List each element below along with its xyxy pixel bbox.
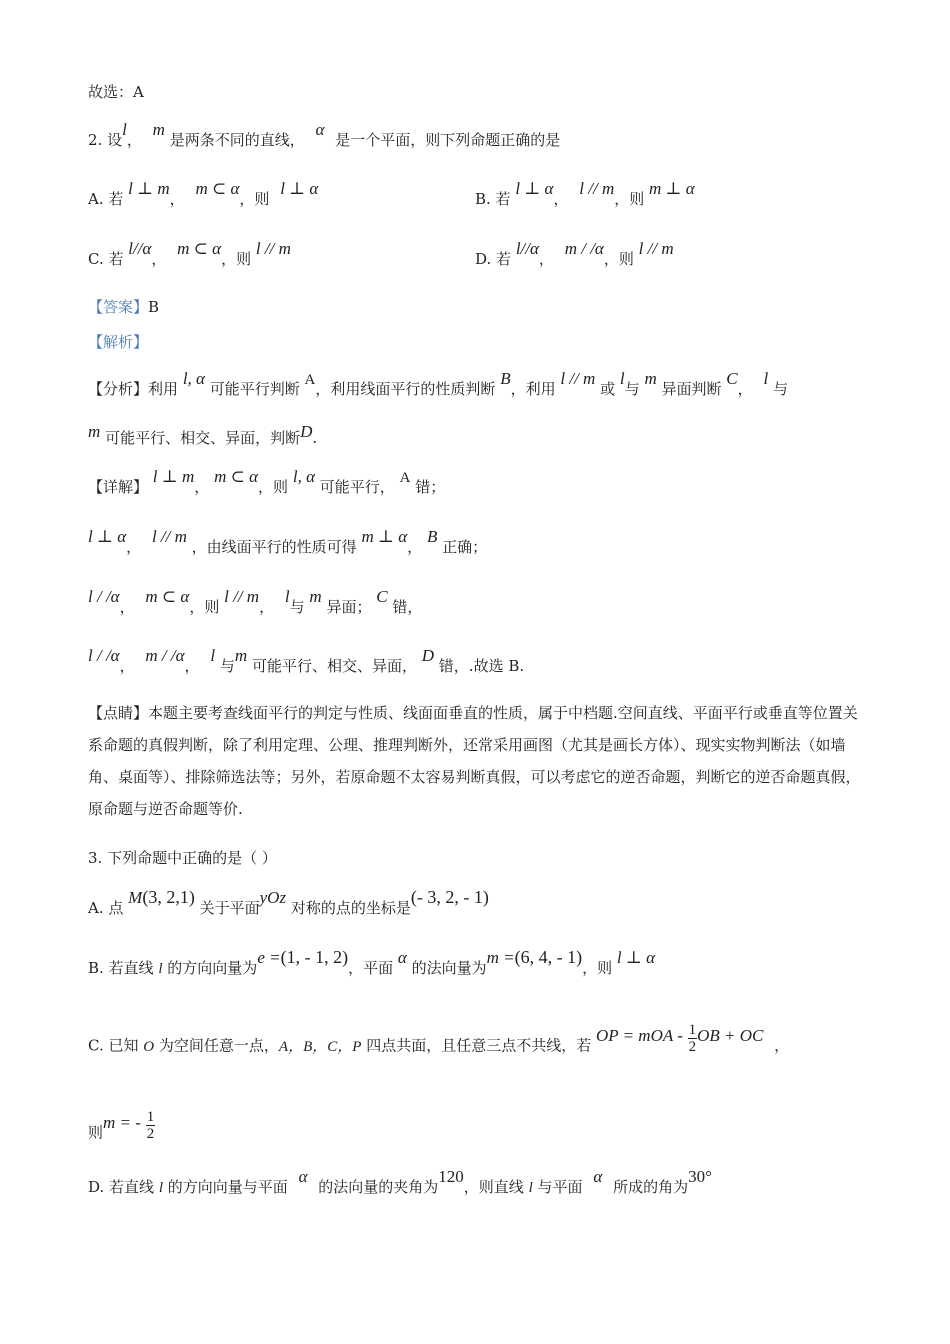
q3-option-c-line-2 bbox=[88, 1109, 155, 1150]
text: 错，.故选 B. bbox=[438, 657, 525, 675]
comma: ， bbox=[119, 657, 135, 675]
math-expr: l, α bbox=[182, 369, 205, 388]
text: 关于平面 bbox=[199, 899, 260, 917]
text: 与平面 bbox=[537, 1178, 583, 1196]
math-vector-value: (1, - 1, 2) bbox=[280, 947, 349, 967]
xiangjie-line-1 bbox=[88, 467, 446, 498]
math-m: m bbox=[152, 120, 165, 139]
answer-tag: 【答案】 bbox=[88, 298, 149, 316]
option-label: C. 已知 bbox=[88, 1036, 139, 1055]
text: 对称的点的坐标是 bbox=[290, 899, 411, 917]
q2-option-c bbox=[88, 239, 291, 269]
text: ， bbox=[774, 1036, 790, 1055]
math-expr: l//α bbox=[128, 239, 152, 258]
text: 为空间任意一点， bbox=[158, 1036, 279, 1055]
math-expr: m ⊥ α bbox=[649, 179, 695, 198]
q2-option-b bbox=[475, 179, 695, 209]
text: 异面判断 bbox=[661, 380, 722, 398]
math-point: (3, 2,1) bbox=[142, 887, 195, 907]
dianjing-text: 本题主要考查线面平行的判定与性质、线面面垂直的性质，属于中档题.空间直线、平面平行或垂直等位置关系命题的真假判断，除了利用定理、公理、推理判断外，还常采用画图（尤其是画长方体）、现实实物判断法（如墙角、桌面等）、排除筛选法等；另外，若原命题不太容易判断真假，可以考虑它的逆否命题，判断它的逆否命题真假，原命题与逆否命题等价. bbox=[88, 704, 861, 818]
math-label: A bbox=[399, 470, 411, 486]
math-plane: yOz bbox=[259, 888, 287, 907]
q3-stem-text: 3. 下列命题中正确的是（ ） bbox=[88, 849, 277, 867]
text: 可能平行判断 bbox=[209, 380, 300, 398]
math-vector-eq: OP = mOA - bbox=[595, 1025, 683, 1045]
math-m: m bbox=[309, 587, 322, 606]
q3-option-a bbox=[88, 887, 489, 918]
comma: ， bbox=[119, 598, 135, 616]
text: 与 bbox=[624, 380, 640, 398]
xiangjie-line-3 bbox=[88, 587, 423, 617]
math-l: l bbox=[158, 961, 163, 977]
option-label: B. 若直线 bbox=[88, 959, 154, 977]
math-expr: l ⊥ α bbox=[88, 527, 127, 546]
fenxi-line-1 bbox=[88, 369, 788, 400]
dianjing-paragraph bbox=[88, 697, 863, 825]
math-expr: l ⊥ m bbox=[152, 467, 195, 486]
math-expr: l ⊥ α bbox=[280, 179, 319, 198]
math-m: m bbox=[234, 646, 248, 665]
text: ， bbox=[737, 380, 753, 398]
xiangjie-tag: 【详解】 bbox=[88, 478, 149, 496]
text: 的方向向量为 bbox=[167, 959, 258, 977]
q2-stem bbox=[88, 120, 561, 150]
math-l: l bbox=[284, 587, 290, 606]
text: 与 bbox=[219, 657, 235, 675]
text: 的法向量的夹角为 bbox=[318, 1178, 439, 1196]
text: 则 bbox=[88, 1123, 104, 1142]
math-expr: l / /α bbox=[88, 646, 120, 665]
text: 的方向向量与平面 bbox=[167, 1178, 288, 1196]
text: 利用 bbox=[148, 380, 179, 398]
text: ，平面 bbox=[348, 959, 394, 977]
text: ，则 bbox=[189, 598, 220, 616]
text: 或 bbox=[600, 380, 616, 398]
math-l: l bbox=[619, 369, 625, 388]
then-text: ，则 bbox=[603, 250, 634, 268]
math-expr: m / /α bbox=[564, 239, 604, 258]
text: 所成的角为 bbox=[613, 1178, 689, 1196]
text: ，则 bbox=[582, 959, 613, 977]
fraction-half bbox=[688, 1022, 698, 1055]
text: ，利用线面平行的性质判断 bbox=[315, 380, 496, 398]
option-label: B. 若 bbox=[475, 190, 511, 208]
answer-value: B bbox=[148, 298, 160, 316]
text: 错； bbox=[415, 478, 446, 496]
math-alpha: α bbox=[397, 948, 407, 967]
text: 与 bbox=[772, 380, 788, 398]
math-expr: m ⊥ α bbox=[361, 527, 408, 546]
math-expr: l / /α bbox=[88, 587, 120, 606]
option-label: A. 若 bbox=[88, 190, 124, 208]
text: 正确； bbox=[442, 538, 488, 556]
prev-answer-text: 故选：A bbox=[88, 83, 144, 101]
math-vector-eq: OB + OC bbox=[697, 1025, 764, 1045]
analysis-heading bbox=[88, 332, 148, 352]
math-expr: l // m bbox=[638, 239, 674, 258]
math-l: l bbox=[763, 369, 769, 388]
comma: ， bbox=[259, 598, 275, 616]
math-alpha: α bbox=[593, 1167, 603, 1186]
math-alpha: α bbox=[315, 120, 325, 139]
text: ，利用 bbox=[510, 380, 556, 398]
math-label: C bbox=[376, 587, 388, 606]
xiangjie-line-4 bbox=[88, 646, 525, 676]
math-points: A，B，C，P bbox=[278, 1038, 362, 1055]
text: 可能平行， bbox=[319, 478, 395, 496]
math-vector-value: (6, 4, - 1) bbox=[514, 947, 583, 967]
math-expr: m = - bbox=[103, 1112, 141, 1132]
math-expr: l // m bbox=[560, 369, 596, 388]
text: . bbox=[312, 429, 318, 447]
comma: ， bbox=[169, 190, 185, 208]
math-l: l bbox=[158, 1180, 163, 1196]
q2-option-d bbox=[475, 239, 674, 269]
comma: ， bbox=[538, 250, 554, 268]
math-vector-e: e = bbox=[257, 948, 281, 967]
prev-answer-line bbox=[88, 82, 144, 102]
fenxi-tag: 【分析】 bbox=[88, 380, 149, 398]
comma: ， bbox=[126, 538, 142, 556]
comma: ， bbox=[553, 190, 569, 208]
math-expr: m / /α bbox=[145, 646, 185, 665]
math-expr: l ⊥ α bbox=[515, 179, 554, 198]
option-label: A. 点 bbox=[88, 899, 124, 917]
then-text: ，则 bbox=[239, 190, 270, 208]
fraction-denominator: 2 bbox=[146, 1126, 155, 1142]
q2-text-2: 是一个平面，则下列命题正确的是 bbox=[335, 131, 561, 149]
text: 的法向量为 bbox=[411, 959, 487, 977]
q3-option-b bbox=[88, 947, 656, 979]
math-vector-m: m = bbox=[486, 948, 515, 967]
math-angle: 30° bbox=[688, 1167, 712, 1186]
math-alpha: α bbox=[298, 1167, 308, 1186]
math-expr: m ⊂ α bbox=[177, 239, 222, 258]
then-text: ，则 bbox=[614, 190, 645, 208]
q3-option-c bbox=[88, 1022, 790, 1063]
then-text: ，则 bbox=[221, 250, 252, 268]
q2-option-a bbox=[88, 179, 319, 209]
text: ，则直线 bbox=[463, 1178, 524, 1196]
q2-text-1: 是两条不同的直线， bbox=[169, 131, 305, 149]
math-point: (- 3, 2, - 1) bbox=[410, 887, 489, 907]
math-expr: l, α bbox=[292, 467, 315, 486]
math-l: l bbox=[210, 646, 216, 665]
analysis-tag: 【解析】 bbox=[88, 333, 149, 351]
text: ，由线面平行的性质可得 bbox=[191, 538, 357, 556]
math-expr: l // m bbox=[151, 527, 187, 546]
comma: ， bbox=[407, 538, 423, 556]
math-expr: l ⊥ α bbox=[616, 948, 656, 967]
text: 与 bbox=[289, 598, 305, 616]
option-label: D. 若直线 bbox=[88, 1178, 155, 1196]
q3-option-d bbox=[88, 1167, 712, 1198]
text: 异面； bbox=[326, 598, 372, 616]
math-expr: l // m bbox=[579, 179, 615, 198]
math-m: m bbox=[88, 422, 101, 441]
comma: ， bbox=[151, 250, 167, 268]
fraction-numerator: 1 bbox=[146, 1109, 155, 1125]
math-l: l bbox=[122, 120, 127, 139]
text: 可能平行、相交、异面，判断 bbox=[105, 429, 301, 447]
text: 错， bbox=[392, 598, 423, 616]
math-label: D bbox=[421, 646, 435, 665]
math-l: l bbox=[528, 1180, 533, 1196]
fraction-half bbox=[146, 1109, 156, 1142]
option-label: C. 若 bbox=[88, 250, 124, 268]
math-expr: l//α bbox=[515, 239, 539, 258]
comma: ， bbox=[194, 478, 210, 496]
math-expr: m ⊂ α bbox=[214, 467, 259, 486]
math-label: A bbox=[304, 372, 316, 388]
math-label: D bbox=[300, 422, 313, 441]
math-expr: l ⊥ m bbox=[128, 179, 170, 198]
dianjing-tag: 【点睛】 bbox=[88, 704, 149, 722]
q2-number: 2. 设 bbox=[88, 131, 123, 149]
math-label: C bbox=[726, 369, 738, 388]
xiangjie-line-2 bbox=[88, 527, 488, 557]
text: ，则 bbox=[258, 478, 289, 496]
answer-line bbox=[88, 297, 159, 317]
q3-stem bbox=[88, 848, 277, 868]
math-M: M bbox=[128, 888, 143, 907]
math-label: B bbox=[426, 527, 438, 546]
math-O: O bbox=[143, 1038, 155, 1055]
math-expr: l // m bbox=[255, 239, 291, 258]
text: 四点共面，且任意三点不共线，若 bbox=[366, 1036, 592, 1055]
math-expr: m ⊂ α bbox=[195, 179, 240, 198]
comma: ， bbox=[126, 131, 142, 149]
fraction-numerator: 1 bbox=[688, 1022, 697, 1038]
comma: ， bbox=[184, 657, 200, 675]
math-expr: m ⊂ α bbox=[145, 587, 190, 606]
text: 可能平行、相交、异面， bbox=[251, 657, 417, 675]
math-m: m bbox=[644, 369, 657, 388]
math-label: B bbox=[500, 369, 511, 388]
fraction-denominator: 2 bbox=[688, 1039, 697, 1055]
math-angle: 120 bbox=[438, 1167, 464, 1186]
math-expr: l // m bbox=[224, 587, 260, 606]
option-label: D. 若 bbox=[475, 250, 512, 268]
fenxi-line-2 bbox=[88, 422, 318, 448]
